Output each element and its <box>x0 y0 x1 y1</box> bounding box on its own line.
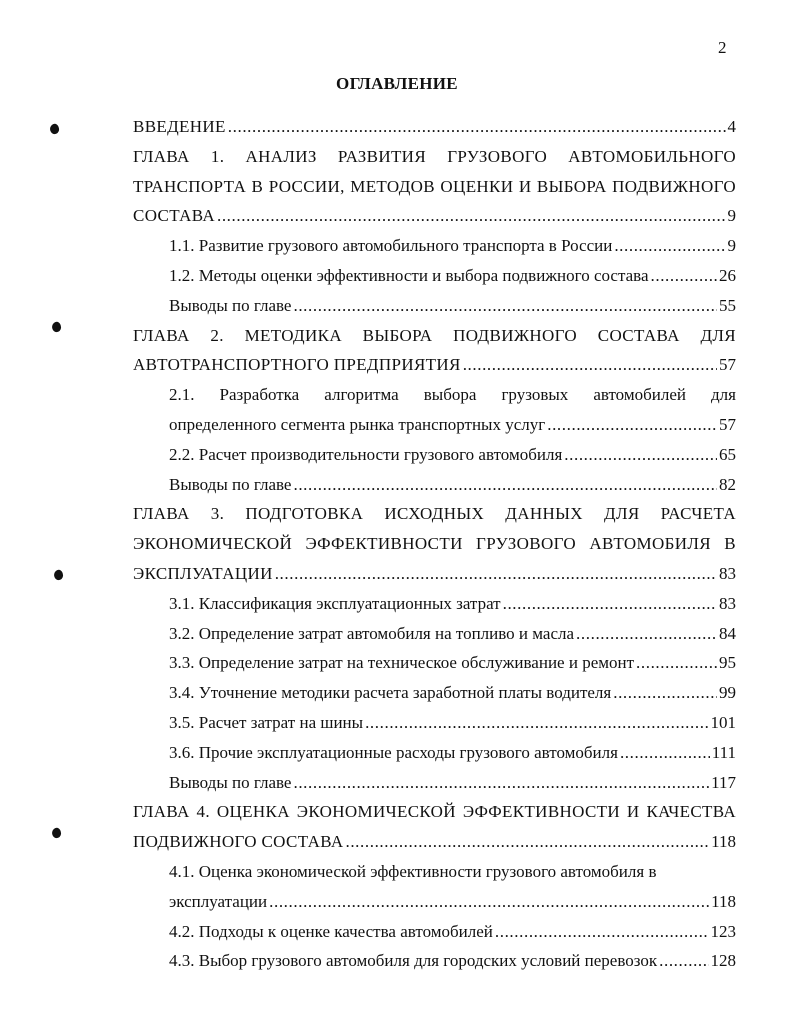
entry-title: СОСТАВА <box>133 206 215 226</box>
entry-title: 3.5. Расчет затрат на шины <box>169 712 364 732</box>
dot-leader <box>620 738 710 768</box>
dot-leader <box>217 201 726 231</box>
entry-page-number: 4 <box>727 117 736 136</box>
entry-title-line: ГЛАВА 2. МЕТОДИКА ВЫБОРА ПОДВИЖНОГО СОСТАВА ДЛЯ <box>133 325 736 345</box>
entry-title: 4.2. Подходы к оценке качества автомобилей <box>169 921 493 941</box>
dot-leader <box>293 470 717 500</box>
entry-title: определенного сегмента рынка транспортных услуг <box>169 414 546 434</box>
dot-leader <box>503 589 717 619</box>
entry-title: ПОДВИЖНОГО СОСТАВА <box>133 832 344 852</box>
entry-page-number: 128 <box>710 951 736 971</box>
toc-entry-conclusions-2[interactable] <box>133 470 736 500</box>
entry-page-number: 83 <box>719 593 736 613</box>
entry-title-line: ГЛАВА 3. ПОДГОТОВКА ИСХОДНЫХ ДАННЫХ ДЛЯ РАСЧЕТА <box>133 504 736 524</box>
dot-leader <box>547 410 717 440</box>
toc-title: ОГЛАВЛЕНИЕ <box>336 74 458 93</box>
toc-entry-section-4-3[interactable] <box>133 946 736 976</box>
entry-title: эксплуатации <box>169 891 268 911</box>
page-number: 2 <box>718 38 727 57</box>
entry-page-number: 118 <box>711 832 736 852</box>
toc-entry-section-4-2[interactable] <box>133 917 736 947</box>
entry-page-number: 95 <box>719 653 736 673</box>
toc-entry-chapter-1[interactable] <box>133 142 736 231</box>
toc-entry-section-4-1[interactable] <box>133 857 736 917</box>
entry-page-number: 26 <box>719 265 736 285</box>
toc-entry-section-3-5[interactable] <box>133 708 736 738</box>
dot-leader <box>564 440 717 470</box>
entry-title: 1.1. Развитие грузового автомобильного транспорта в России <box>169 236 613 256</box>
entry-page-number: 101 <box>710 712 736 732</box>
entry-page-number: 9 <box>727 206 736 226</box>
entry-title: Выводы по главе <box>169 772 292 792</box>
entry-page-number: 118 <box>711 891 736 911</box>
entry-title-line: ТРАНСПОРТА В РОССИИ, МЕТОДОВ ОЦЕНКИ И ВЫБОРА ПОДВИЖНОГО <box>133 176 736 196</box>
entry-title-line: ГЛАВА 1. АНАЛИЗ РАЗВИТИЯ ГРУЗОВОГО АВТОМОБИЛЬНОГО <box>133 146 736 166</box>
entry-title: ВВЕДЕНИЕ <box>133 117 226 136</box>
dot-leader <box>345 827 709 857</box>
entry-title: 3.1. Классификация эксплуатационных затрат <box>169 593 501 613</box>
dot-leader <box>228 112 726 142</box>
toc-entry-chapter-3[interactable] <box>133 499 736 588</box>
toc-entry-section-1-2[interactable] <box>133 261 736 291</box>
entry-title-line: 2.1. Разработка алгоритма выбора грузовых автомобилей для <box>169 385 736 405</box>
dot-leader <box>365 708 708 738</box>
entry-page-number: 99 <box>719 683 736 703</box>
dot-leader <box>576 619 717 649</box>
entry-title: 2.2. Расчет производительности грузового автомобиля <box>169 444 563 464</box>
toc-entry-section-2-2[interactable] <box>133 440 736 470</box>
toc-entry-conclusions-3[interactable] <box>133 768 736 798</box>
entry-page-number: 82 <box>719 474 736 494</box>
entry-title: 1.2. Методы оценки эффективности и выбора подвижного состава <box>169 265 649 285</box>
toc-entry-introduction[interactable] <box>133 112 736 142</box>
dot-leader <box>269 887 709 917</box>
dot-leader <box>613 678 717 708</box>
entry-page-number: 57 <box>719 414 736 434</box>
binder-hole-mark <box>53 569 65 581</box>
toc-entry-section-3-6[interactable] <box>133 738 736 768</box>
binder-hole-mark <box>49 123 61 135</box>
entry-title: 3.3. Определение затрат на техническое обслуживание и ремонт <box>169 653 635 673</box>
toc-entry-chapter-2[interactable] <box>133 321 736 381</box>
toc-list <box>133 112 736 976</box>
dot-leader <box>651 261 718 291</box>
toc-entry-chapter-4[interactable] <box>133 797 736 857</box>
entry-page-number: 65 <box>719 444 736 464</box>
dot-leader <box>275 559 717 589</box>
entry-page-number: 55 <box>719 295 736 315</box>
entry-title: 4.3. Выбор грузового автомобиля для городских условий перевозок <box>169 951 658 971</box>
dot-leader <box>636 648 717 678</box>
toc-entry-section-2-1[interactable] <box>133 380 736 440</box>
entry-page-number: 117 <box>711 772 736 792</box>
toc-entry-section-3-2[interactable] <box>133 619 736 649</box>
toc-entry-section-3-4[interactable] <box>133 678 736 708</box>
dot-leader <box>614 231 725 261</box>
entry-page-number: 111 <box>711 742 736 762</box>
entry-title-line: ЭКОНОМИЧЕСКОЙ ЭФФЕКТИВНОСТИ ГРУЗОВОГО АВТОМОБИЛЯ В <box>133 534 736 554</box>
toc-entry-section-1-1[interactable] <box>133 231 736 261</box>
dot-leader <box>293 768 709 798</box>
toc-entry-section-3-1[interactable] <box>133 589 736 619</box>
dot-leader <box>659 946 708 976</box>
entry-title: Выводы по главе <box>169 295 292 315</box>
binder-hole-mark <box>51 827 63 839</box>
entry-page-number: 57 <box>719 355 736 375</box>
entry-page-number: 9 <box>727 236 736 256</box>
entry-title: АВТОТРАНСПОРТНОГО ПРЕДПРИЯТИЯ <box>133 355 461 375</box>
toc-entry-conclusions-1[interactable] <box>133 291 736 321</box>
entry-title-line: 4.1. Оценка экономической эффективности грузового автомобиля в <box>169 861 657 881</box>
entry-title-line: ГЛАВА 4. ОЦЕНКА ЭКОНОМИЧЕСКОЙ ЭФФЕКТИВНОСТИ И КАЧЕСТВА <box>133 802 736 822</box>
toc-entry-section-3-3[interactable] <box>133 648 736 678</box>
dot-leader <box>495 917 709 947</box>
entry-title: ЭКСПЛУАТАЦИИ <box>133 563 273 583</box>
dot-leader <box>463 350 717 380</box>
entry-title: 3.4. Уточнение методики расчета заработной платы водителя <box>169 683 612 703</box>
binder-hole-mark <box>51 321 63 333</box>
entry-page-number: 123 <box>710 921 736 941</box>
entry-title: 3.6. Прочие эксплуатационные расходы грузового автомобиля <box>169 742 618 762</box>
entry-page-number: 83 <box>719 563 736 583</box>
entry-title: 3.2. Определение затрат автомобиля на топливо и масла <box>169 623 575 643</box>
dot-leader <box>293 291 717 321</box>
entry-page-number: 84 <box>719 623 736 643</box>
entry-title: Выводы по главе <box>169 474 292 494</box>
